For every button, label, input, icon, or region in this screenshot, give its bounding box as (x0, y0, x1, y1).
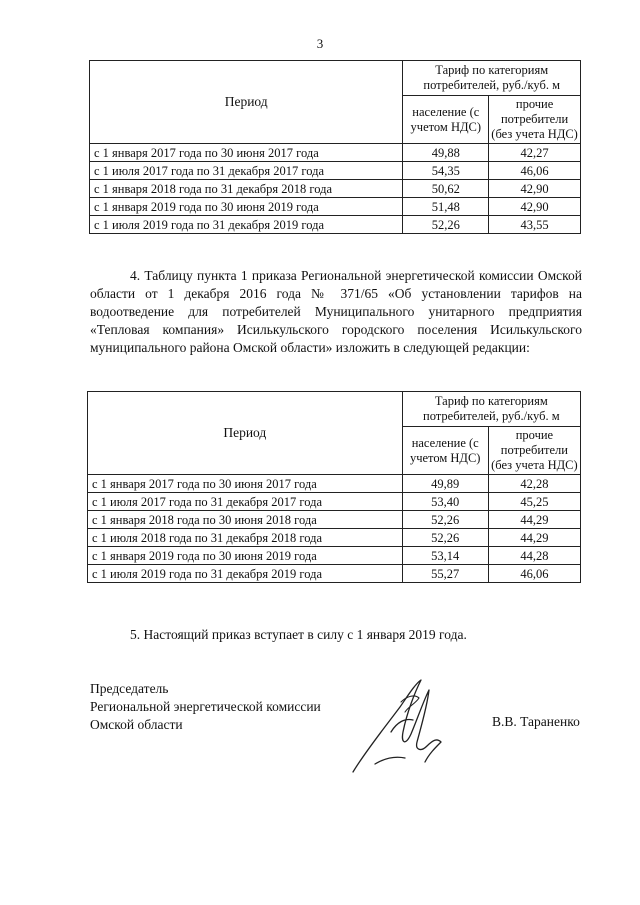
table1-row-period: с 1 января 2018 года по 31 декабря 2018 года (90, 180, 403, 198)
table2-row-population: 52,26 (402, 529, 488, 547)
table-row (88, 493, 581, 511)
table-row (88, 547, 581, 565)
tariff-table-1 (89, 60, 581, 234)
signatory-region: Омской области (90, 717, 183, 732)
table1-header-period: Период (90, 61, 403, 144)
table-row (88, 511, 581, 529)
signatory-block (90, 680, 321, 734)
table-row (88, 529, 581, 547)
table1-row-other: 42,27 (489, 144, 581, 162)
table1-row-other: 46,06 (489, 162, 581, 180)
table2-header-population: население (с учетом НДС) (402, 427, 488, 475)
signatory-organization: Региональной энергетической комиссии (90, 699, 321, 714)
table-row (90, 198, 581, 216)
table1-row-period: с 1 июля 2019 года по 31 декабря 2019 года (90, 216, 403, 234)
table-row (90, 162, 581, 180)
table2-row-other: 44,28 (488, 547, 580, 565)
table-row (90, 180, 581, 198)
table2-row-period: с 1 июля 2017 года по 31 декабря 2017 года (88, 493, 403, 511)
table2-row-other: 46,06 (488, 565, 580, 583)
table1-row-population: 50,62 (403, 180, 489, 198)
table2-row-period: с 1 июля 2019 года по 31 декабря 2019 года (88, 565, 403, 583)
table1-header-other: прочие потребители (без учета НДС) (489, 96, 581, 144)
table-row (88, 565, 581, 583)
table1-row-other: 42,90 (489, 180, 581, 198)
signatory-title: Председатель (90, 681, 169, 696)
signatory-name: В.В. Тараненко (492, 714, 580, 729)
table1-row-period: с 1 июля 2017 года по 31 декабря 2017 года (90, 162, 403, 180)
table2-header-other: прочие потребители (без учета НДС) (488, 427, 580, 475)
handwritten-signature-icon (345, 672, 455, 782)
table2-row-period: с 1 июля 2018 года по 31 декабря 2018 года (88, 529, 403, 547)
table1-header-tariff: Тариф по категориям потребителей, руб./куб. м (403, 61, 581, 96)
table2-row-period: с 1 января 2018 года по 30 июня 2018 года (88, 511, 403, 529)
table1-row-period: с 1 января 2017 года по 30 июня 2017 года (90, 144, 403, 162)
table2-row-population: 55,27 (402, 565, 488, 583)
table1-row-population: 54,35 (403, 162, 489, 180)
table2-row-population: 49,89 (402, 475, 488, 493)
table2-row-period: с 1 января 2017 года по 30 июня 2017 года (88, 475, 403, 493)
table1-row-population: 51,48 (403, 198, 489, 216)
paragraph-4: 4. Таблицу пункта 1 приказа Региональной энергетической комиссии Омской области от 1 декабря 2016 года № 371/65 «Об установлении тарифов на водоотведение для потребителей Муниципального унитарного предприятия «Тепловая компания» Исилькульского городского поселения Исилькульского муниципального района Омской области» изложить в следующей редакции: (90, 268, 582, 355)
table2-row-population: 53,40 (402, 493, 488, 511)
table1-row-population: 49,88 (403, 144, 489, 162)
table2-row-other: 45,25 (488, 493, 580, 511)
table-row (90, 144, 581, 162)
table2-header-tariff: Тариф по категориям потребителей, руб./куб. м (402, 392, 580, 427)
table1-row-other: 43,55 (489, 216, 581, 234)
table-row (90, 216, 581, 234)
table2-row-population: 52,26 (402, 511, 488, 529)
table2-row-population: 53,14 (402, 547, 488, 565)
table2-row-period: с 1 января 2019 года по 30 июня 2019 года (88, 547, 403, 565)
page-number: 3 (316, 36, 324, 51)
tariff-table-2 (87, 391, 581, 583)
table2-row-other: 44,29 (488, 529, 580, 547)
table1-row-population: 52,26 (403, 216, 489, 234)
table1-row-other: 42,90 (489, 198, 581, 216)
paragraph-5: 5. Настоящий приказ вступает в силу с 1 января 2019 года. (130, 627, 467, 642)
table1-row-period: с 1 января 2019 года по 30 июня 2019 года (90, 198, 403, 216)
table2-row-other: 42,28 (488, 475, 580, 493)
table1-header-population: население (с учетом НДС) (403, 96, 489, 144)
table2-row-other: 44,29 (488, 511, 580, 529)
table-row (88, 475, 581, 493)
table2-header-period: Период (88, 392, 403, 475)
